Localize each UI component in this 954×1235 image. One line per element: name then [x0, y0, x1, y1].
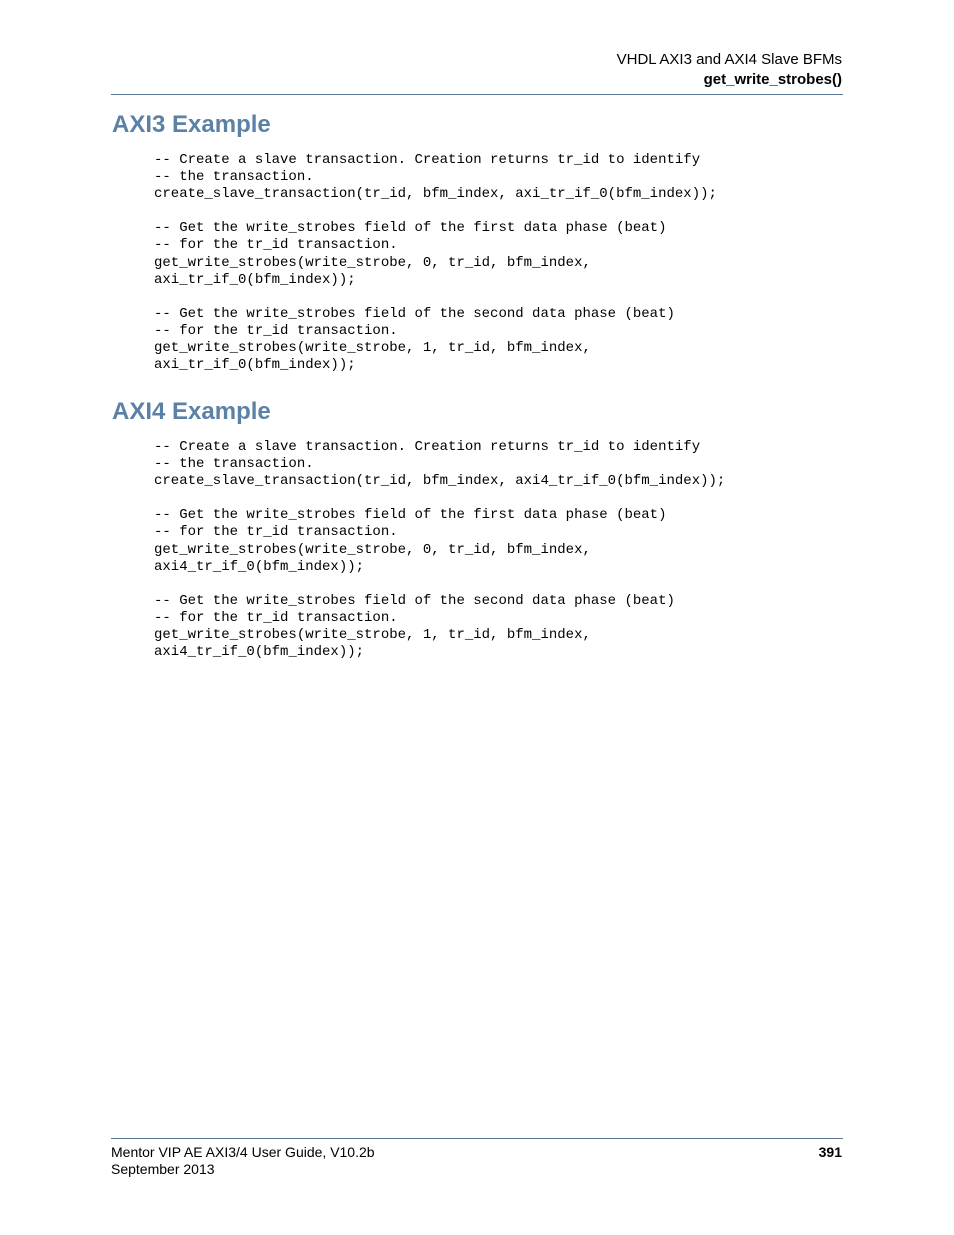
- running-header: [617, 50, 842, 90]
- publication-date: September 2013: [111, 1161, 215, 1177]
- footer-rule: [111, 1138, 843, 1139]
- document-title: Mentor VIP AE AXI3/4 User Guide, V10.2b: [111, 1144, 375, 1160]
- axi3-code-block: -- Create a slave transaction. Creation returns tr_id to identify -- the transaction. create_slave_transaction(tr_id, bfm_index, axi_tr_if_0(bfm_index)); -- Get the write_strobes field of the first data phase (beat) -- for the tr_id transaction. get_write_strobes(write_strobe, 0, tr_id, bfm_index, axi_tr_if_0(bfm_index)); -- Get the write_strobes field of the second data phase (beat) -- for the tr_id transaction. get_write_strobes(write_strobe, 1, tr_id, bfm_index, axi_tr_if_0(bfm_index));: [154, 152, 717, 374]
- axi4-code-block: -- Create a slave transaction. Creation returns tr_id to identify -- the transaction. create_slave_transaction(tr_id, bfm_index, axi4_tr_if_0(bfm_index)); -- Get the write_strobes field of the first data phase (beat) -- for the tr_id transaction. get_write_strobes(write_strobe, 0, tr_id, bfm_index, axi4_tr_if_0(bfm_index)); -- Get the write_strobes field of the second data phase (beat) -- for the tr_id transaction. get_write_strobes(write_strobe, 1, tr_id, bfm_index, axi4_tr_if_0(bfm_index));: [154, 439, 726, 661]
- section-title: get_write_strobes(): [703, 71, 842, 88]
- axi4-example-heading: AXI4 Example: [112, 398, 271, 425]
- chapter-title: VHDL AXI3 and AXI4 Slave BFMs: [616, 51, 842, 68]
- page-number: 391: [818, 1144, 842, 1160]
- axi3-example-heading: AXI3 Example: [112, 111, 271, 138]
- header-rule: [111, 94, 843, 95]
- footer-left: [111, 1144, 375, 1178]
